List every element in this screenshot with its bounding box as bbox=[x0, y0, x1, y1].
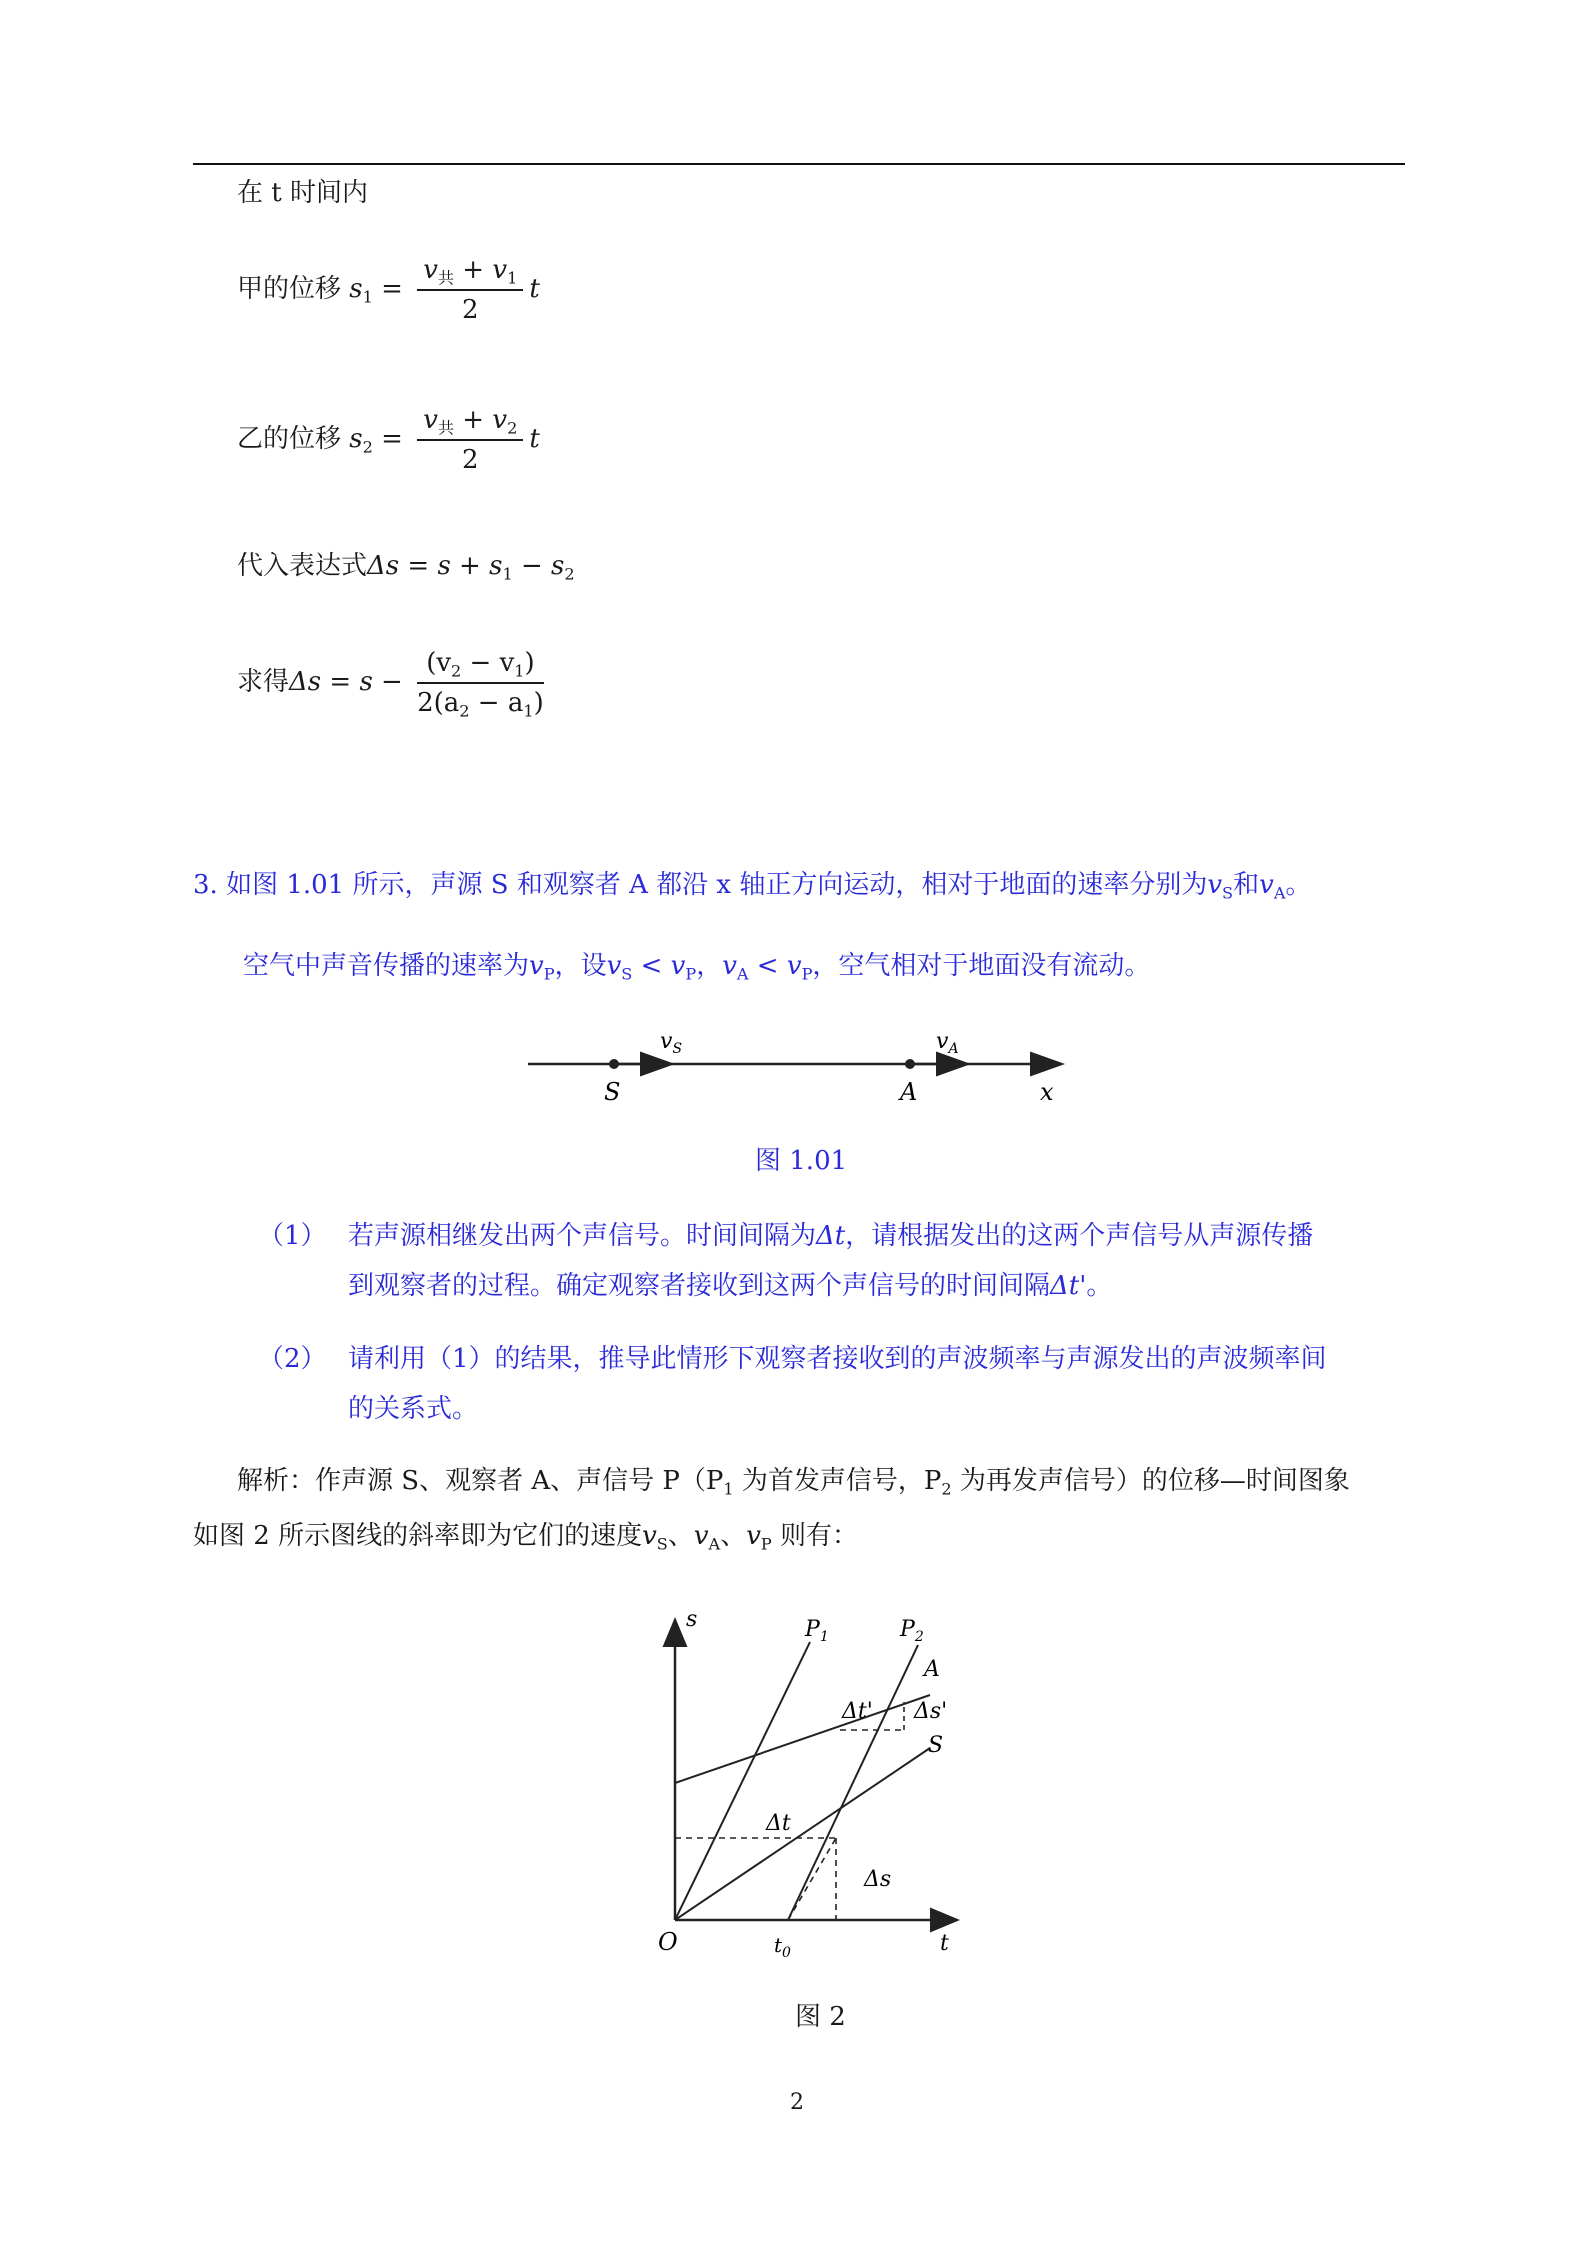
label-vs: $v_S$ bbox=[660, 1029, 683, 1057]
label-axis-s: s bbox=[686, 1607, 698, 1632]
equation-s2: 乙的位移 $s_2$ = $\frac{v_共 + v_2}{2}$ t bbox=[237, 405, 540, 475]
label-axis-t: t bbox=[940, 1931, 949, 1956]
label-t0: $t_0$ bbox=[774, 1933, 791, 1961]
equation-s1: 甲的位移 $s_1$ = $\frac{v_共 + v_1}{2}$ t bbox=[237, 255, 540, 325]
label-p1: $P_1$ bbox=[805, 1617, 829, 1645]
figure-2-caption: 图 2 bbox=[795, 2002, 846, 2032]
observer-point bbox=[905, 1059, 915, 1069]
label-x: x bbox=[1040, 1078, 1054, 1106]
label-A: A bbox=[900, 1078, 918, 1106]
t0-dashed-line bbox=[788, 1838, 836, 1920]
label-S-line: S bbox=[928, 1733, 944, 1758]
label-dsp: Δs' bbox=[914, 1699, 948, 1724]
analysis-line-1: 解析：作声源 S、观察者 A、声信号 $P(P_1$ 为首发声信号，$P_2$ 为再发声信号）的位移—时间图象 bbox=[237, 1466, 1350, 1499]
sub-question-1-line-2: 到观察者的过程。确定观察者接收到这两个声信号的时间间隔Δt'。 bbox=[348, 1271, 1113, 1301]
sub-question-2-line-2: 的关系式。 bbox=[348, 1394, 479, 1424]
sub-question-2-line-1: 请利用（1）的结果，推导此情形下观察者接收到的声波频率与声源发出的声波频率间 bbox=[348, 1344, 1327, 1374]
label-S: S bbox=[604, 1078, 621, 1106]
figure-1-01 bbox=[520, 1020, 1080, 1120]
label-A-line: A bbox=[924, 1657, 940, 1682]
p1-line bbox=[675, 1642, 810, 1920]
label-va: $v_A$ bbox=[936, 1029, 959, 1057]
intro-text: 在 t 时间内 bbox=[237, 178, 368, 208]
sub-question-1-line-1: 若声源相继发出两个声信号。时间间隔为Δt，请根据发出的这两个声信号从声源传播 bbox=[348, 1221, 1314, 1251]
equation-result: 求得Δs = s − $\frac{(v_2 - v_1)}{2(a_2 - a_1)}$ bbox=[237, 648, 544, 721]
label-dt: Δt bbox=[766, 1811, 791, 1836]
header-rule bbox=[193, 163, 1405, 165]
source-point bbox=[609, 1059, 619, 1069]
label-ds: Δs bbox=[864, 1867, 892, 1892]
figure-1-01-caption: 图 1.01 bbox=[755, 1146, 848, 1176]
sub-question-1-number: （1） bbox=[258, 1221, 327, 1251]
label-dtp: Δt' bbox=[842, 1699, 873, 1724]
analysis-line-2: 如图 2 所示图线的斜率即为它们的速度$v_S$、$v_A$、$v_P$ 则有： bbox=[193, 1521, 859, 1554]
p2-line bbox=[788, 1645, 918, 1920]
page-number: 2 bbox=[790, 2090, 804, 2115]
question-3-line-1: 3. 如图 1.01 所示，声源 S 和观察者 A 都沿 x 轴正方向运动，相对于地面的速率分别为$v_S$和$v_A$。 bbox=[193, 870, 1312, 903]
label-origin: O bbox=[658, 1928, 678, 1956]
figure-2 bbox=[640, 1600, 980, 1970]
question-3-line-2: 空气中声音传播的速率为$v_P$，设$v_S < v_P$，$v_A < v_P$，空气相对于地面没有流动。 bbox=[243, 951, 1151, 984]
a-line bbox=[675, 1695, 930, 1783]
equation-delta-s: 代入表达式$\Delta s = s + s_1 - s_2$ bbox=[237, 551, 575, 584]
s-line bbox=[675, 1748, 930, 1920]
label-p2: $P_2$ bbox=[900, 1617, 924, 1645]
sub-question-2-number: （2） bbox=[258, 1344, 327, 1374]
